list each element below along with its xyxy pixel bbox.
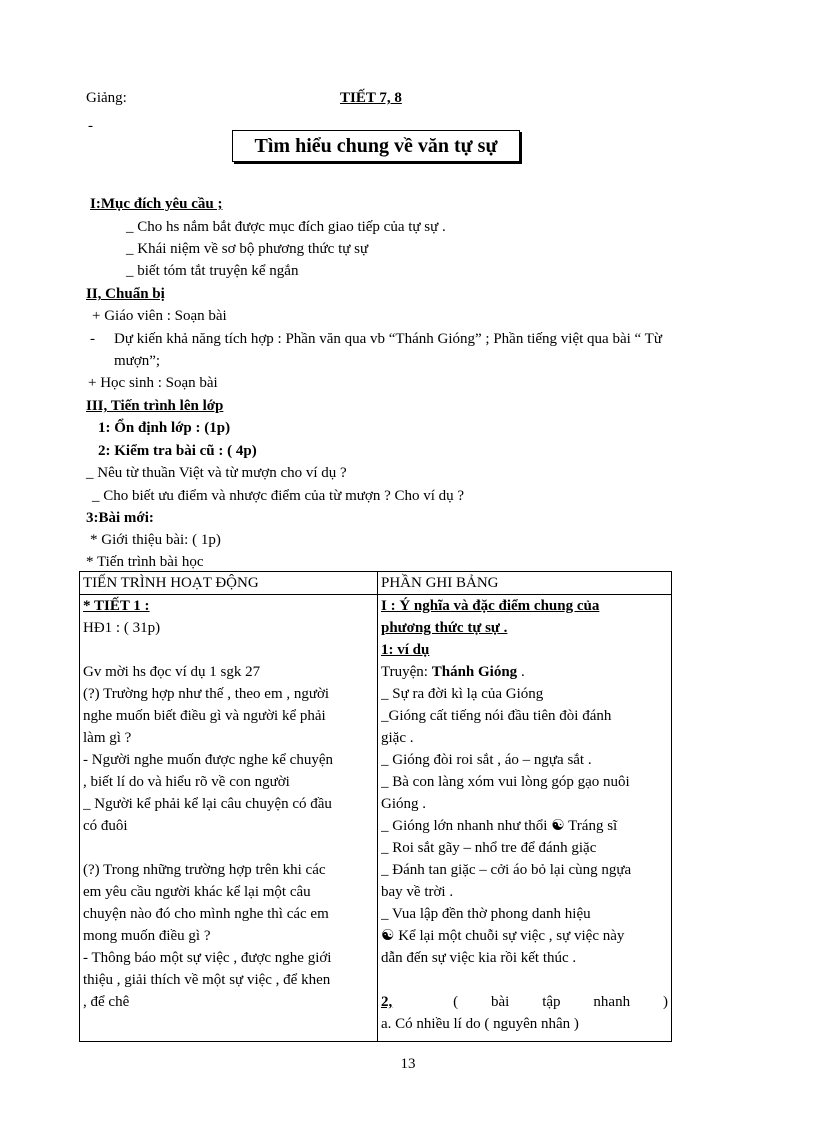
section1-item: _ Khái niệm về sơ bộ phương thức tự sự [126, 241, 369, 257]
lesson-process: * Tiến trình bài học [86, 554, 204, 570]
board-line: ☯ Kể lại một chuỗi sự việc , sự việc này [381, 928, 625, 944]
review-question: _ Nêu từ thuần Việt và từ mượn cho ví dụ ? [86, 465, 347, 481]
step-new-lesson: 3:Bài mới: [86, 510, 154, 526]
board-line: _Gióng cất tiếng nói đầu tiên đòi đánh [381, 708, 612, 724]
board-line: bay về trời . [381, 884, 454, 900]
section2-heading: II, Chuẩn bị [86, 286, 165, 302]
giang-label: Giảng: [86, 90, 127, 106]
board-line: giặc . [381, 730, 414, 746]
activity-line: , để chê [83, 994, 130, 1010]
board-line: _ Bà con làng xóm vui lòng góp gạo nuôi [381, 774, 630, 790]
board-heading: I : Ý nghĩa và đặc điểm chung của [381, 598, 600, 614]
arrow-symbol-icon: ☯ [381, 928, 395, 944]
activity-line: thiệu , giải thích về một sự việc , để khen [83, 972, 331, 988]
activity-line: , biết lí do và hiểu rõ về con người [83, 774, 290, 790]
story-name: Thánh Gióng [431, 664, 518, 680]
board-line: Gióng . [381, 796, 426, 812]
board-heading: phương thức tự sự . [381, 620, 508, 636]
activity-line: _ Người kể phải kể lại câu chuyện có đầu [83, 796, 332, 812]
activity-line: làm gì ? [83, 730, 132, 746]
activity-line: (?) Trong những trường hợp trên khi các [83, 862, 326, 878]
story-line: Truyện: Thánh Gióng . [381, 664, 525, 680]
hd1-label: HĐ1 : ( 31p) [83, 620, 161, 636]
section1-item: _ Cho hs nắm bắt được mục đích giao tiếp của tự sự . [126, 219, 446, 235]
board-line: _ Roi sắt gãy – nhổ tre để đánh giặc [381, 840, 597, 856]
activity-line: - Người nghe muốn được nghe kể chuyện [83, 752, 333, 768]
activity-line: (?) Trường hợp như thế , theo em , người [83, 686, 330, 702]
activity-line: mong muốn điều gì ? [83, 928, 211, 944]
activity-line: em yêu cầu người khác kể lại một câu [83, 884, 311, 900]
page-title: Tìm hiểu chung về văn tự sự [232, 130, 520, 162]
activity-line: chuyện nào đó cho mình nghe thì các em [83, 906, 329, 922]
plan-line: Dự kiến khả năng tích hợp : Phần văn qua vb “Thánh Gióng” ; Phần tiếng việt qua bài “ Từ [114, 331, 662, 347]
lesson-intro: * Giới thiệu bài: ( 1p) [90, 532, 221, 548]
board-line: dẫn đến sự việc kia rồi kết thúc . [381, 950, 577, 966]
section1-item: _ biết tóm tắt truyện kể ngắn [126, 263, 299, 279]
step-review: 2: Kiểm tra bài cũ : ( 4p) [98, 443, 257, 459]
header-dash: - [88, 118, 93, 134]
lesson-period: TIẾT 7, 8 [340, 90, 402, 106]
section3-heading: III, Tiến trình lên lớp [86, 398, 224, 414]
review-question: _ Cho biết ưu điểm và nhược điểm của từ mượn ? Cho ví dụ ? [92, 488, 465, 504]
activity-line: Gv mời hs đọc ví dụ 1 sgk 27 [83, 664, 261, 680]
page-number: 13 [400, 1056, 416, 1072]
activities-cell [80, 595, 378, 1042]
board-cell [378, 595, 672, 1042]
arrow-symbol-icon: ☯ [551, 818, 565, 834]
student-prep: + Học sinh : Soạn bài [88, 375, 218, 391]
example-subheading: 1: ví dụ [381, 642, 430, 658]
col-header-board: PHẦN GHI BẢNG [378, 572, 672, 595]
step-stabilize: 1: Ổn định lớp : (1p) [98, 420, 231, 436]
board-line: a. Có nhiều lí do ( nguyên nhân ) [381, 1016, 579, 1032]
exercise-line: 2, ( bài tập nhanh ) [381, 991, 668, 1013]
teacher-prep: + Giáo viên : Soạn bài [92, 308, 227, 324]
board-line: _ Vua lập đền thờ phong danh hiệu [381, 906, 591, 922]
board-line: _ Gióng đòi roi sắt , áo – ngựa sắt . [381, 752, 592, 768]
section1-heading: I:Mục đích yêu cầu ; [90, 196, 223, 212]
board-line: _ Sự ra đời kì lạ của Gióng [381, 686, 544, 702]
activity-line: nghe muốn biết điều gì và người kể phải [83, 708, 326, 724]
col-header-activities: TIẾN TRÌNH HOẠT ĐỘNG [80, 572, 378, 595]
board-line: _ Đánh tan giặc – cởi áo bỏ lại cùng ngựa [381, 862, 632, 878]
plan-line: mượn”; [114, 353, 161, 369]
activity-line: - Thông báo một sự việc , được nghe giới [83, 950, 332, 966]
lesson-table [79, 571, 672, 1042]
board-line: _ Gióng lớn nhanh như thổi ☯ Tráng sĩ [381, 818, 618, 834]
activity-line: có đuôi [83, 818, 128, 834]
tiet1-label: * TIẾT 1 : [83, 598, 150, 614]
plan-dash: - [90, 331, 95, 347]
exercise-number: 2, [381, 994, 393, 1010]
